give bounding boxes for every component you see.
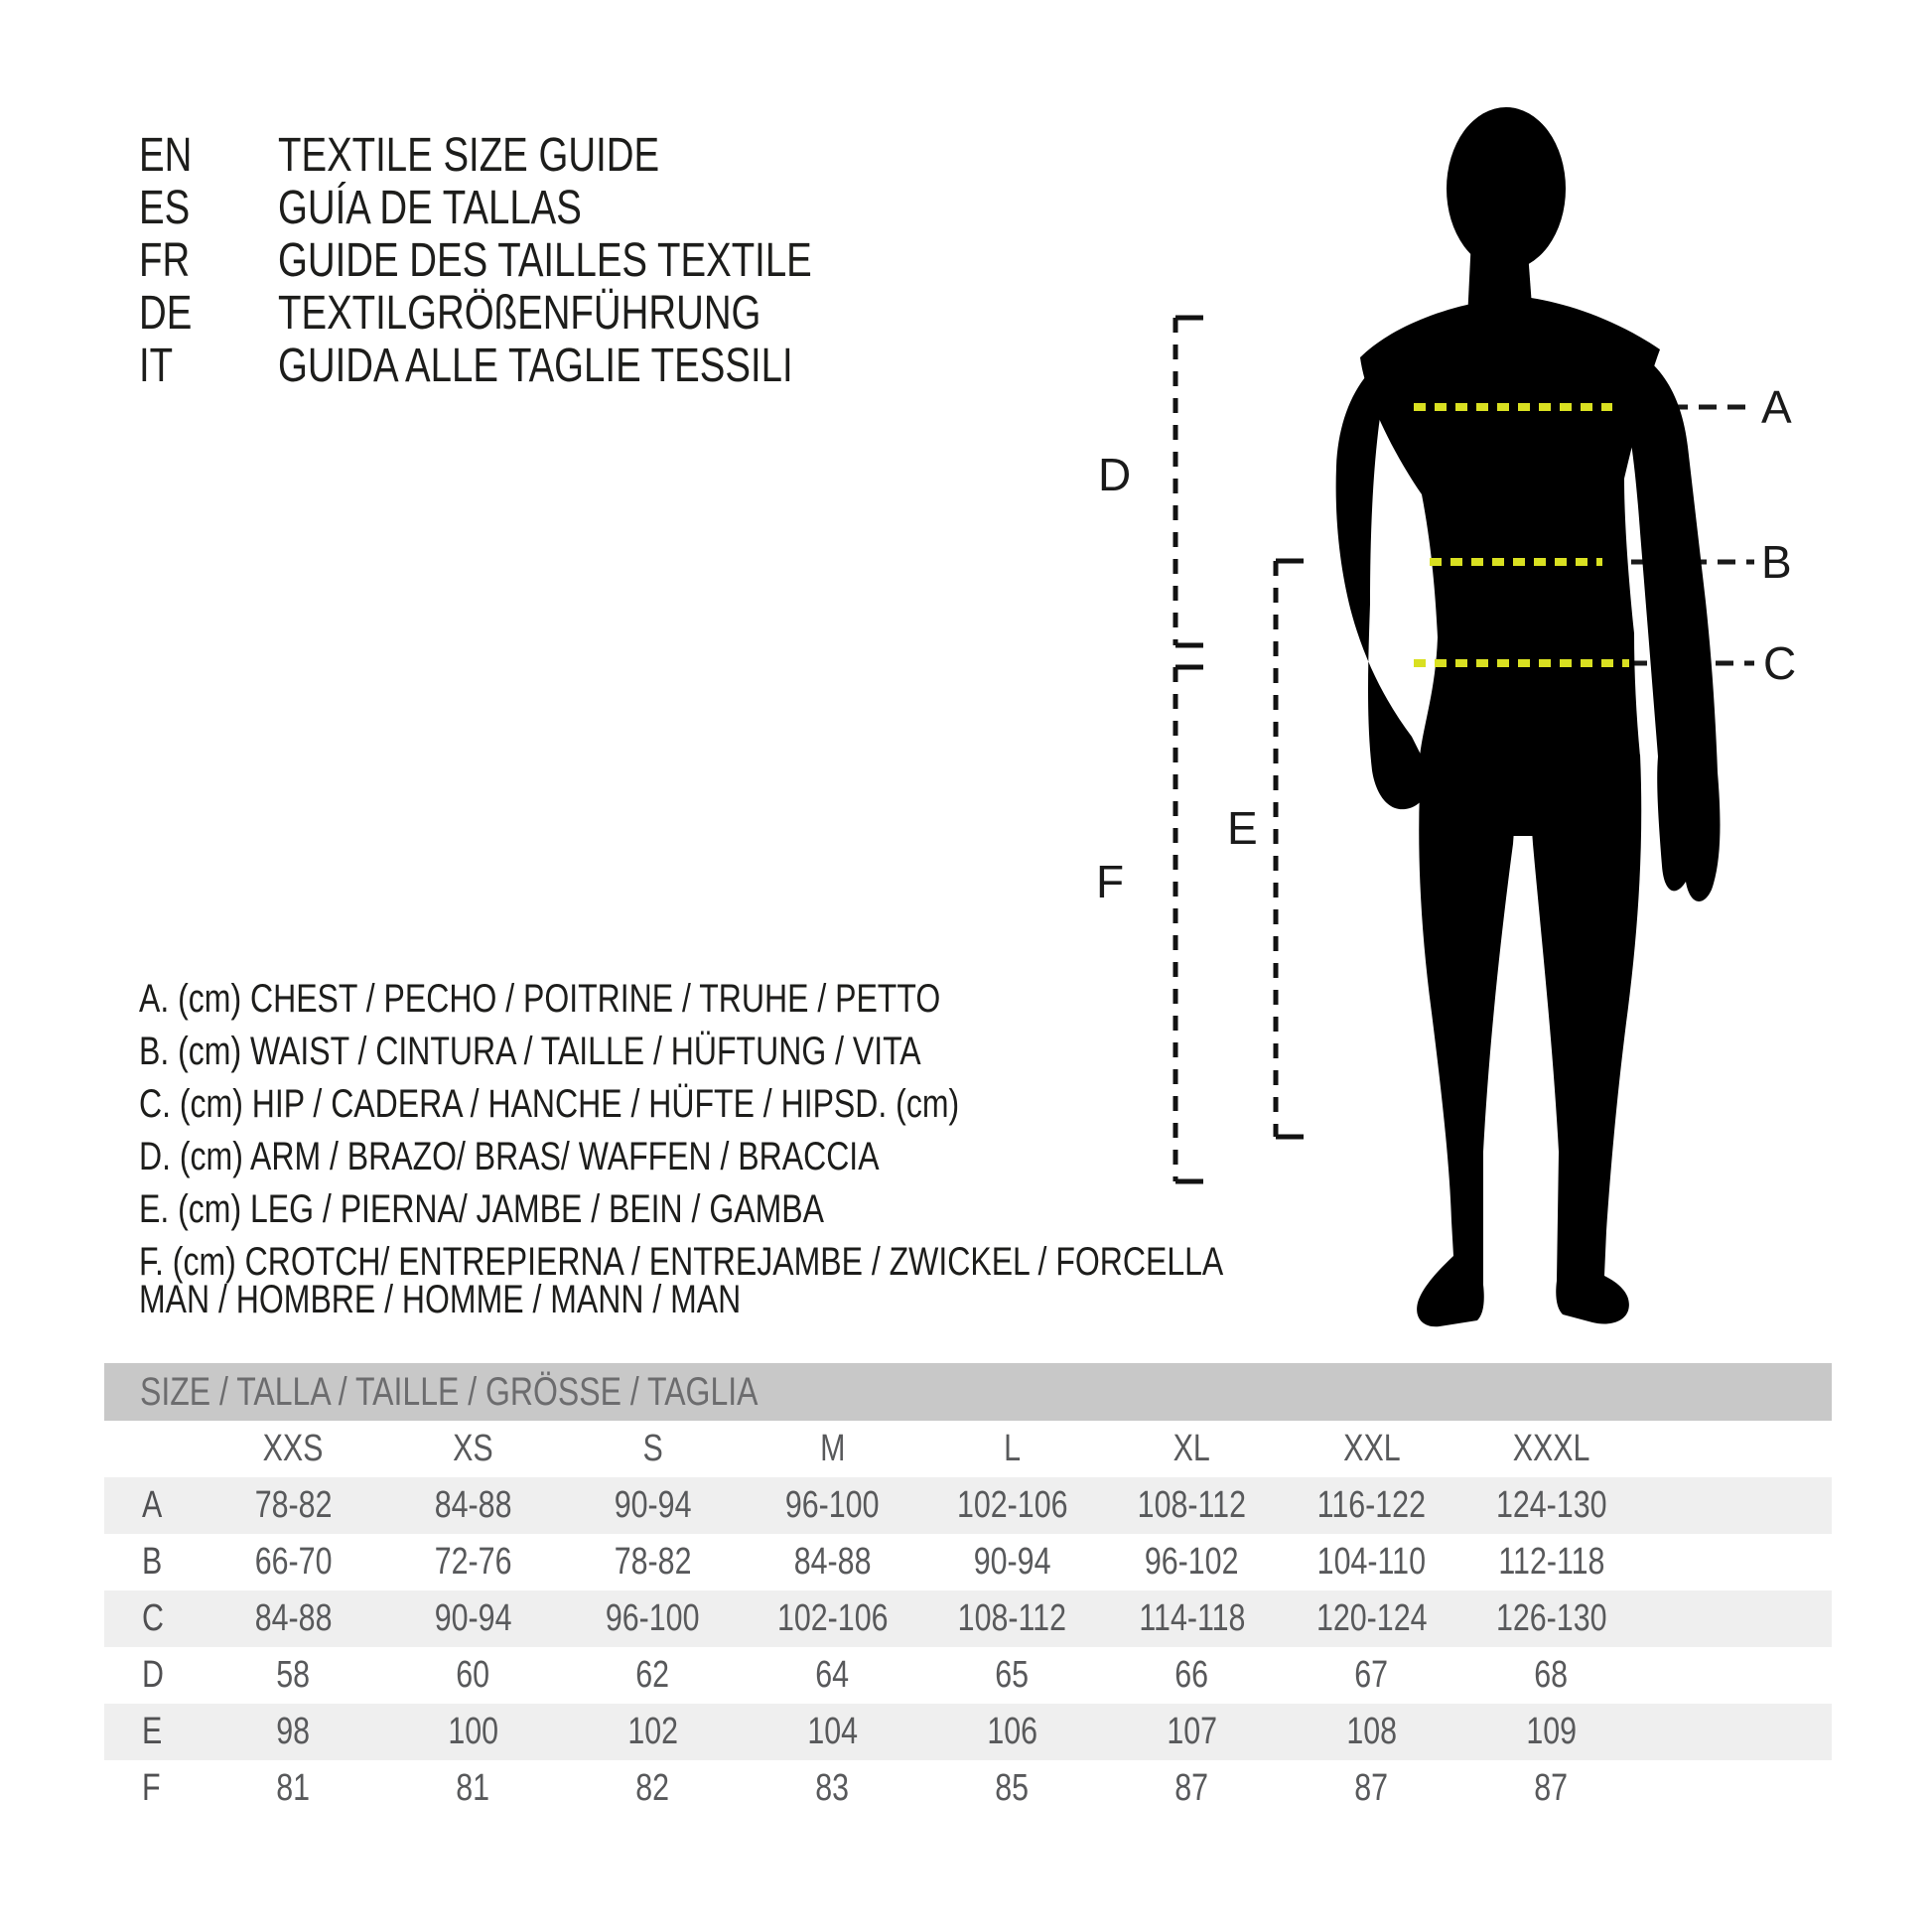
category-line-text: MAN / HOMBRE / HOMME / MANN / MAN xyxy=(139,1278,742,1321)
lang-title-en: TEXTILE SIZE GUIDE xyxy=(278,129,660,182)
figure-label-waist: B xyxy=(1761,536,1792,588)
col-xs: XS xyxy=(453,1428,493,1469)
size-columns-row xyxy=(104,1421,1832,1477)
row-label-d: D xyxy=(142,1654,164,1696)
legend-arm: D. (cm) ARM / BRAZO/ BRAS/ WAFFEN / BRACCIA xyxy=(139,1135,880,1178)
lang-row-fr xyxy=(139,234,945,287)
silhouette-right-leg xyxy=(1529,755,1641,1324)
size-table-header-text: SIZE / TALLA / TAILLE / GRÖSSE / TAGLIA xyxy=(140,1370,759,1414)
legend-chest: A. (cm) CHEST / PECHO / POITRINE / TRUHE / PETTO xyxy=(139,977,941,1021)
lang-title-es: GUÍA DE TALLAS xyxy=(278,182,582,234)
col-xl: XL xyxy=(1173,1428,1211,1469)
row-label-c: C xyxy=(142,1597,164,1639)
silhouette xyxy=(1336,107,1721,1326)
row-label-e: E xyxy=(142,1711,163,1752)
col-l: L xyxy=(1004,1428,1021,1469)
row-label-b: B xyxy=(142,1541,163,1583)
lang-title-de: TEXTILGRÖßENFÜHRUNG xyxy=(278,287,761,340)
col-m: M xyxy=(819,1428,846,1469)
lang-row-en xyxy=(139,129,945,182)
legend-hip: C. (cm) HIP / CADERA / HANCHE / HÜFTE / HIPSD. (cm) xyxy=(139,1082,960,1126)
figure-label-leg: E xyxy=(1227,802,1258,854)
figure-label-crotch: F xyxy=(1096,856,1125,907)
vertical-measure-lines xyxy=(1175,318,1304,1181)
lang-code-fr: FR xyxy=(139,234,191,287)
silhouette-left-leg xyxy=(1417,755,1517,1326)
figure-label-hip: C xyxy=(1763,637,1797,689)
row-label-a: A xyxy=(142,1484,163,1526)
category-line xyxy=(139,1274,892,1326)
man-silhouette-figure xyxy=(1072,60,1866,1350)
figure-label-chest: A xyxy=(1761,381,1792,433)
lang-code-en: EN xyxy=(139,129,193,182)
legend-crotch: F. (cm) CROTCH/ ENTREPIERNA / ENTREJAMBE / ZWICKEL / FORCELLA xyxy=(139,1240,1224,1284)
table-row-hip: C 84-88 90-94 96-100 102-106 108-112 114-118 120-124 126-130 xyxy=(104,1590,1832,1647)
table-row-leg: E 98 100 102 104 106 107 108 109 xyxy=(104,1704,1832,1760)
lang-row-es xyxy=(139,182,945,234)
table-row-chest: A 78-82 84-88 90-94 96-100 102-106 108-112 116-122 124-130 xyxy=(104,1477,1832,1534)
lang-code-es: ES xyxy=(139,182,191,234)
table-row-crotch: F 81 81 82 83 85 87 87 87 xyxy=(104,1760,1832,1817)
lang-code-de: DE xyxy=(139,287,193,340)
size-table xyxy=(104,1363,1832,1817)
language-title-block xyxy=(139,129,945,392)
lang-row-de xyxy=(139,287,945,340)
col-xxs: XXS xyxy=(263,1428,324,1469)
lang-title-fr: GUIDE DES TAILLES TEXTILE xyxy=(278,234,812,287)
row-label-f: F xyxy=(142,1767,161,1809)
lang-code-it: IT xyxy=(139,340,174,392)
col-xxl: XXL xyxy=(1342,1428,1401,1469)
lang-row-it xyxy=(139,340,945,392)
lang-title-it: GUIDA ALLE TAGLIE TESSILI xyxy=(278,340,793,392)
size-table-header-bar xyxy=(104,1363,1832,1421)
size-table-grid xyxy=(104,1421,1832,1817)
figure-label-arm: D xyxy=(1098,449,1132,500)
col-xxxl: XXXL xyxy=(1512,1428,1590,1469)
col-s: S xyxy=(642,1428,663,1469)
table-row-waist: B 66-70 72-76 78-82 84-88 90-94 96-102 104-110 112-118 xyxy=(104,1534,1832,1590)
table-row-arm: D 58 60 62 64 65 66 67 68 xyxy=(104,1647,1832,1704)
legend-leg: E. (cm) LEG / PIERNA/ JAMBE / BEIN / GAMBA xyxy=(139,1187,824,1231)
legend-waist: B. (cm) WAIST / CINTURA / TAILLE / HÜFTUNG / VITA xyxy=(139,1030,921,1073)
